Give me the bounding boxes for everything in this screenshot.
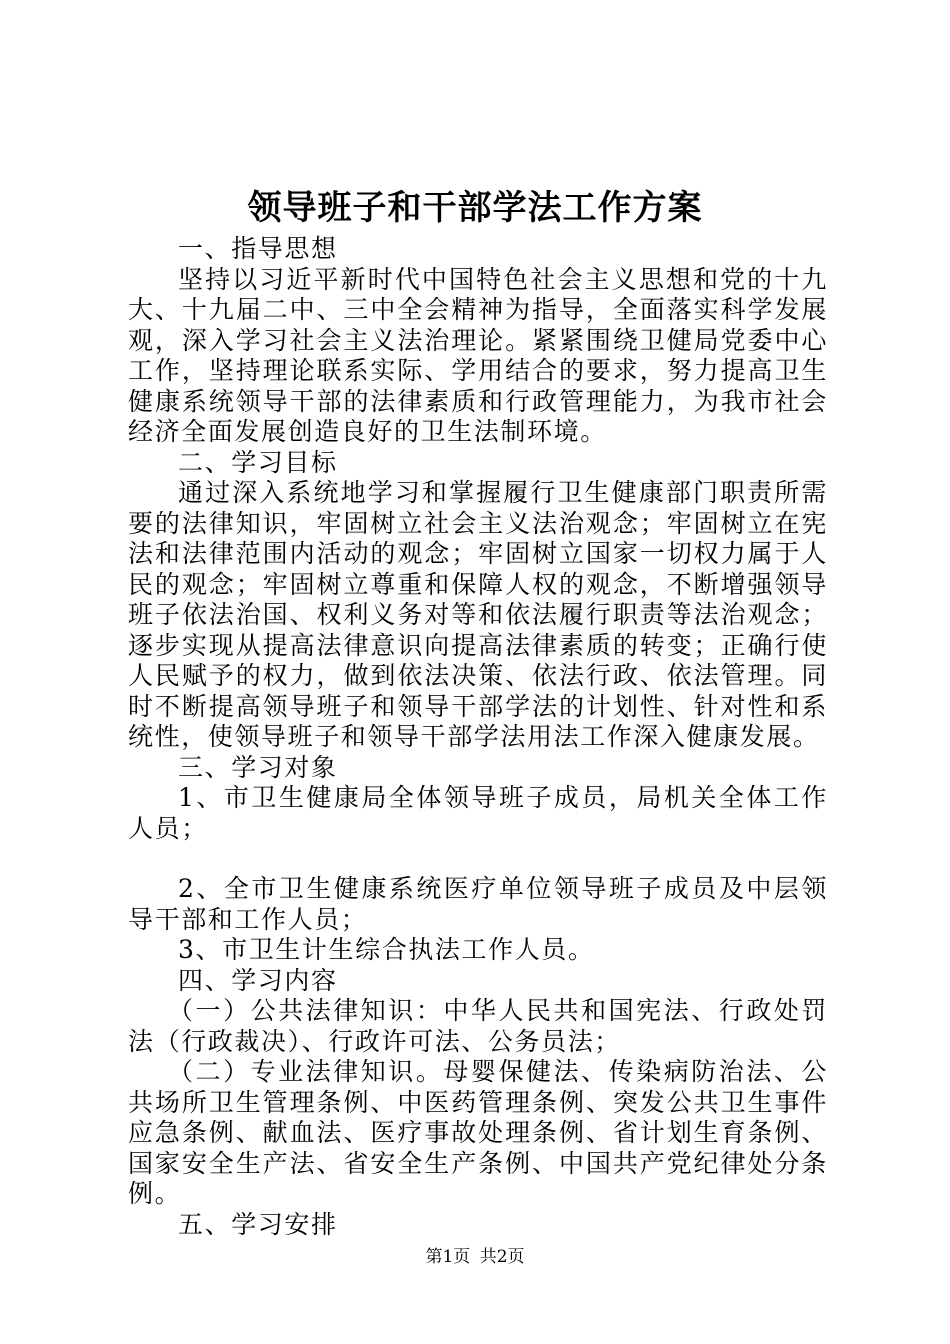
list-item-target-1: 1、市卫生健康局全体领导班子成员，局机关全体工作人员；	[128, 783, 828, 843]
section-heading-learning-content: 四、学习内容	[178, 965, 338, 995]
paragraph-professional-law-knowledge: （二）专业法律知识。母婴保健法、传染病防治法、公共场所卫生管理条例、中医药管理条例、突发公共卫生事件应急条例、献血法、医疗事故处理条例、省计划生育条例、国家安全生产法、省安全生产条例、中国共产党纪律处分条例。	[128, 1057, 828, 1208]
page-footer	[0, 1246, 950, 1268]
list-item-target-3: 3、市卫生计生综合执法工作人员。	[178, 935, 595, 964]
paragraph-guiding-ideology: 坚持以习近平新时代中国特色社会主义思想和党的十九大、十九届二中、三中全会精神为指导，全面落实科学发展观，深入学习社会主义法治理论。紧紧围绕卫健局党委中心工作，坚持理论联系实际、学用结合的要求，努力提高卫生健康系统领导干部的法律素质和行政管理能力，为我市社会经济全面发展创造良好的卫生法制环境。	[128, 264, 828, 446]
list-item-target-2: 2、全市卫生健康系统医疗单位领导班子成员及中层领导干部和工作人员；	[128, 874, 828, 934]
section-heading-guiding-ideology: 一、指导思想	[178, 234, 338, 263]
paragraph-learning-goals: 通过深入系统地学习和掌握履行卫生健康部门职责所需要的法律知识，牢固树立社会主义法治观念；牢固树立在宪法和法律范围内活动的观念；牢固树立国家一切权力属于人民的观念；牢固树立尊重和保障人权的观念，不断增强领导班子依法治国、权利义务对等和依法履行职责等法治观念；逐步实现从提高法律意识向提高法律素质的转变；正确行使人民赋予的权力，做到依法决策、依法行政、依法管理。同时不断提高领导班子和领导干部学法的计划性、针对性和系统性，使领导班子和领导干部学法用法工作深入健康发展。	[128, 478, 828, 751]
document-body	[128, 234, 828, 1240]
section-heading-learning-targets: 三、学习对象	[178, 752, 338, 782]
section-heading-learning-arrangement: 五、学习安排	[178, 1209, 338, 1239]
paragraph-public-law-knowledge: （一）公共法律知识：中华人民共和国宪法、行政处罚法（行政裁决）、行政许可法、公务员法；	[128, 996, 828, 1056]
document-title: 领导班子和干部学法工作方案	[247, 188, 703, 228]
page-total: 共2页	[479, 1247, 525, 1267]
page-number: 第1页	[425, 1247, 471, 1267]
section-heading-learning-goals: 二、学习目标	[178, 447, 338, 477]
